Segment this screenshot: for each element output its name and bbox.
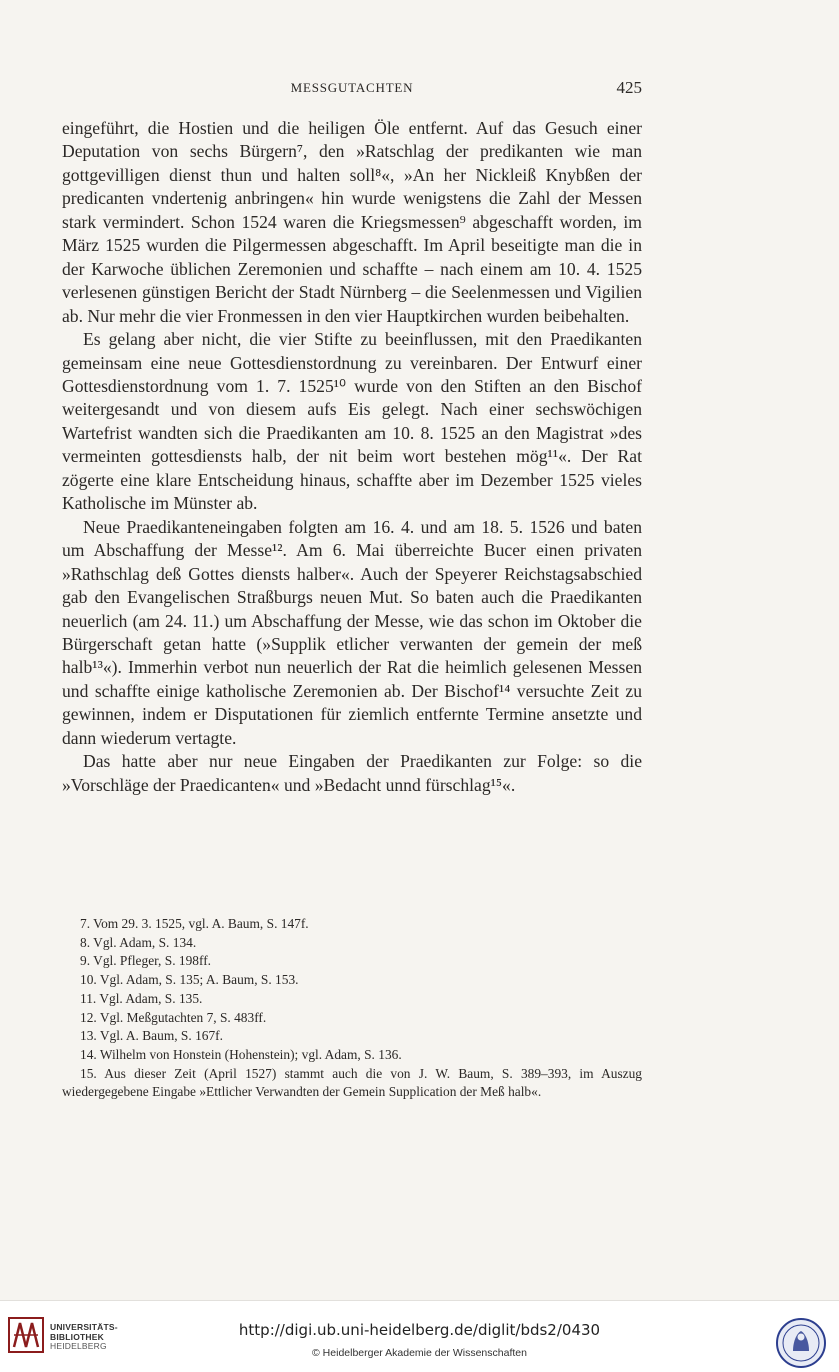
footnote-15: 15. Aus dieser Zeit (April 1527) stammt auch die von J. W. Baum, S. 389–393, im Auszug wiedergegebene Eingabe »Ettlicher Verwandten der Gemein Supplication der Meß halb«. xyxy=(62,1065,642,1100)
footnote-11: 11. Vgl. Adam, S. 135. xyxy=(80,990,203,1006)
paragraph-1: eingeführt, die Hostien und die heiligen Öle entfernt. Auf das Gesuch einer Deputation von sechs Bürgern⁷, den »Ratschlag der predikanten wie man gottgevilligen dienst thun und halten soll⁸«, »An her Nickleiß Knybßen der predicanten vndertenig anbringen« hin wurde wenigstens die Zahl der Messen stark vermindert. Schon 1524 waren die Kriegsmessen⁹ abgeschafft worden, im März 1525 wurden die Pilgermessen abgeschafft. Im April beseitigte man die in der Karwoche üblichen Zeremonien und schaffte – nach einem am 10. 4. 1525 verlesenen günstigen Bericht der Stadt Nürnberg – die Seelenmessen und Vigilien ab. Nur mehr die vier Fronmessen in den vier Hauptkirchen wurden beibehalten. xyxy=(62,118,642,326)
paragraph-4: Das hatte aber nur neue Eingaben der Praedikanten zur Folge: so die »Vorschläge der Praedicanten« und »Bedacht unnd fürschlag¹⁵«. xyxy=(62,751,642,795)
logo-line-3: HEIDELBERG xyxy=(50,1341,107,1351)
running-head: MESSGUTACHTEN xyxy=(290,80,414,95)
paragraph-3: Neue Praedikanteneingaben folgten am 16. 4. und am 18. 5. 1526 und baten um Abschaffung der Messe¹². Am 6. Mai überreichte Bucer einen privaten »Rathschlag deß Gottes diensts halber«. Auch der Speyerer Reichstagsabschied gab den Evangelischen Straßburgs neuen Mut. So baten auch die Praedikanten neuerlich (am 24. 11.) um Abschaffung der Messe, wie das schon im Oktober die Bürgerschaft getan hatte (»Supplik etlicher verwanten der gemein der meß halb¹³«). Immerhin verbot nun neuerlich der Rat die heimlich gelesenen Messen und schaffte einige katholische Zeremonien ab. Der Bischof¹⁴ versuchte Zeit zu gewinnen, indem er Disputationen für ziemlich entfernte Termine ansetzte und dann wiederum vertagte. xyxy=(62,516,642,748)
logo-line-2: BIBLIOTHEK xyxy=(50,1331,104,1342)
viewer-footer xyxy=(0,1300,839,1372)
permalink-url[interactable]: http://digi.ub.uni-heidelberg.de/diglit/bds2/0430 xyxy=(238,1321,601,1339)
page-header xyxy=(62,80,642,100)
copyright-notice: © Heidelberger Akademie der Wissenschaften xyxy=(312,1347,527,1359)
footnote-9: 9. Vgl. Pfleger, S. 198ff. xyxy=(80,953,212,969)
paragraph-2: Es gelang aber nicht, die vier Stifte zu beeinflussen, mit den Praedikanten gemeinsam eine neue Gottesdienstordnung zu vereinbaren. Der Entwurf einer Gottesdienstordnung vom 1. 7. 1525¹⁰ wurde von den Stiften an den Bischof weitergesandt und von diesem aufs Eis gelegt. Nach einer sechswöchigen Wartefrist wandten sich die Praedikanten am 10. 8. 1525 an den Magistrat »des vermeinten gottesdiensts halb, der nit beim wort bestehen mög¹¹«. Der Rat zögerte eine klare Entscheidung hinaus, schaffte aber im Dezember 1525 vieles Katholische im Münster ab. xyxy=(62,329,642,514)
academy-seal-icon[interactable] xyxy=(775,1317,827,1369)
footnote-7: 7. Vom 29. 3. 1525, vgl. A. Baum, S. 147f. xyxy=(80,916,309,931)
footnote-14: 14. Wilhelm von Honstein (Hohenstein); vgl. Adam, S. 136. xyxy=(80,1046,402,1062)
footnote-13: 13. Vgl. A. Baum, S. 167f. xyxy=(80,1028,223,1044)
logo-line-1: UNIVERSITÄTS- xyxy=(50,1322,118,1332)
body-text xyxy=(62,117,642,797)
footnote-8: 8. Vgl. Adam, S. 134. xyxy=(80,934,197,950)
page-number: 425 xyxy=(616,78,642,97)
footnote-10: 10. Vgl. Adam, S. 135; A. Baum, S. 153. xyxy=(80,972,299,988)
footnotes xyxy=(62,915,642,1102)
footnote-12: 12. Vgl. Meßgutachten 7, S. 483ff. xyxy=(80,1009,267,1025)
